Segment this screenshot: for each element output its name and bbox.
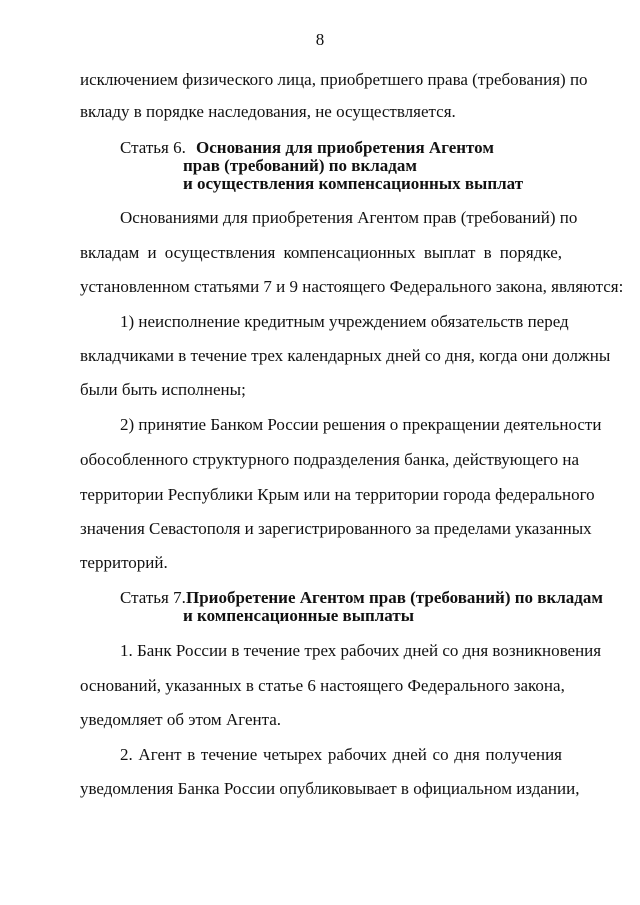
page-number: 8 [315, 30, 325, 49]
text-line: вкладу в порядке наследования, не осуществляется. [80, 102, 456, 121]
text-line: территорий. [80, 553, 168, 572]
text-line: значения Севастополя и зарегистрированного за пределами указанных [80, 519, 592, 538]
text-line: установленном статьями 7 и 9 настоящего Федерального закона, являются: [80, 277, 624, 296]
text-line: вкладчиками в течение трех календарных дней со дня, когда они должны [80, 346, 611, 365]
article-6-title: и осуществления компенсационных выплат [183, 174, 524, 193]
article-7-title: Приобретение Агентом прав (требований) по вкладам [186, 588, 603, 607]
text-line: 2) принятие Банком России решения о прекращении деятельности [120, 415, 602, 434]
text-line: Основаниями для приобретения Агентом прав (требований) по [120, 208, 578, 227]
text-line: территории Республики Крым или на территории города федерального [80, 485, 595, 504]
article-6-label: Статья 6. [120, 138, 186, 157]
text-line: оснований, указанных в статье 6 настоящего Федерального закона, [80, 676, 565, 695]
text-line: 1. Банк России в течение трех рабочих дней со дня возникновения [120, 641, 602, 660]
text-line: обособленного структурного подразделения банка, действующего на [80, 450, 579, 469]
article-7-label: Статья 7. [120, 588, 186, 607]
text-line: уведомляет об этом Агента. [80, 710, 282, 729]
text-line: уведомления Банка России опубликовывает в официальном издании, [80, 779, 580, 798]
text-line: 1) неисполнение кредитным учреждением обязательств перед [120, 312, 569, 331]
article-7-title: и компенсационные выплаты [183, 606, 414, 625]
text-line: 2. Агент в течение четырех рабочих дней со дня получения [120, 745, 562, 764]
text-line: исключением физического лица, приобретшего права (требования) по [80, 70, 588, 89]
text-line: вкладам и осуществления компенсационных выплат в порядке, [80, 243, 562, 262]
text-line: были быть исполнены; [80, 380, 246, 399]
article-6-title: Основания для приобретения Агентом [196, 138, 494, 157]
article-6-title: прав (требований) по вкладам [183, 156, 417, 175]
